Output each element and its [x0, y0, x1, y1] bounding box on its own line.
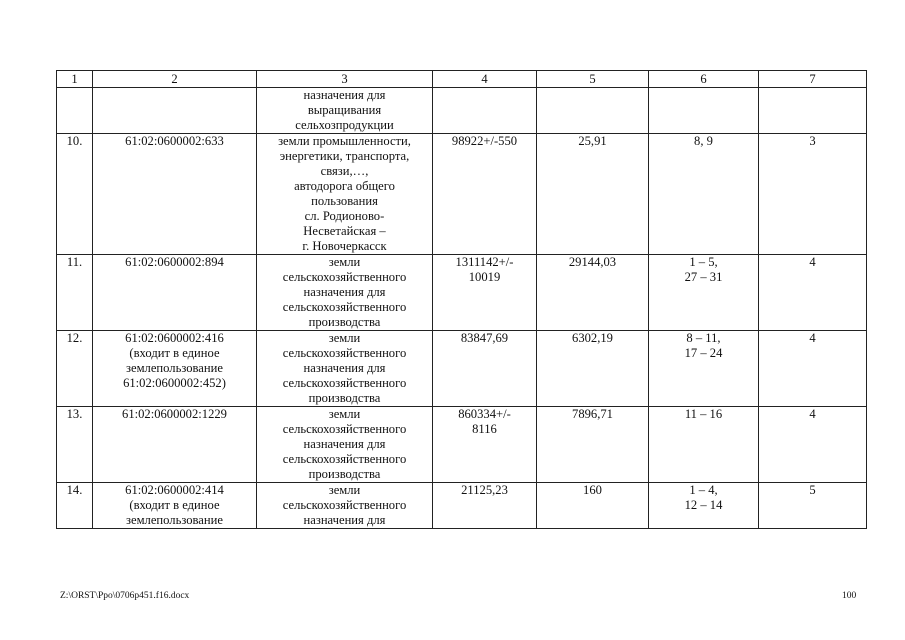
cell-text-line: 61:02:0600002:894: [125, 255, 224, 269]
row-number-cell: [57, 88, 93, 134]
column-7-cell: [759, 331, 867, 407]
points-cell: [649, 331, 759, 407]
cadastral-number-cell: [93, 483, 257, 529]
land-category-cell: [257, 407, 433, 483]
cell-text-line: 25,91: [578, 134, 607, 148]
header-cell-3: 3: [257, 71, 433, 88]
cell-text-line: 4: [809, 331, 816, 345]
cell-text-line: 83847,69: [460, 331, 509, 345]
header-cell-6: 6: [649, 71, 759, 88]
cadastral-number-cell: [93, 255, 257, 331]
cell-text-line: 61:02:0600002:414: [125, 483, 224, 497]
cell-text-line: 8 – 11,: [686, 331, 721, 345]
cell-text-line: 11.: [66, 255, 83, 269]
header-cell-4: 4: [433, 71, 537, 88]
cell-text-line: землепользование: [126, 361, 223, 375]
cell-text-line: производства: [308, 391, 381, 405]
cell-text-line: назначения для: [303, 88, 386, 102]
cell-text-line: 5: [809, 483, 816, 497]
length-cell: [537, 483, 649, 529]
cell-text-line: 98922+/-550: [451, 134, 518, 148]
cell-text-line: 4: [809, 407, 816, 421]
area-cell: [433, 331, 537, 407]
cell-text-line: 61:02:0600002:1229: [122, 407, 227, 421]
cell-text-line: 1311142+/-: [455, 255, 514, 269]
cell-text-line: сельскохозяйственного: [282, 422, 407, 436]
cell-text-line: земли: [328, 407, 361, 421]
column-7-cell: [759, 134, 867, 255]
cadastral-number-cell: [93, 88, 257, 134]
cell-text-line: назначения для: [303, 513, 386, 527]
length-cell: [537, 134, 649, 255]
row-number-cell: [57, 134, 93, 255]
header-cell-5: 5: [537, 71, 649, 88]
cell-text-line: автодорога общего: [294, 179, 395, 193]
cell-text-line: 11 – 16: [684, 407, 723, 421]
header-cell-1: 1: [57, 71, 93, 88]
cadastral-number-cell: [93, 134, 257, 255]
cell-text-line: сельхозпродукции: [295, 118, 394, 132]
cell-text-line: выращивания: [307, 103, 382, 117]
points-cell: [649, 407, 759, 483]
cell-text-line: земли: [328, 483, 361, 497]
cell-text-line: 7896,71: [572, 407, 613, 421]
land-category-cell: [257, 255, 433, 331]
cell-text-line: 14.: [66, 483, 83, 497]
cell-text-line: 12.: [66, 331, 83, 345]
points-cell: [649, 483, 759, 529]
header-cell-7: 7: [759, 71, 867, 88]
length-cell: [537, 407, 649, 483]
column-7-cell: [759, 88, 867, 134]
cell-text-line: 4: [809, 255, 816, 269]
table-row: [57, 134, 867, 255]
cell-text-line: сельскохозяйственного: [282, 300, 407, 314]
header-cell-2: 2: [93, 71, 257, 88]
land-category-cell: [257, 134, 433, 255]
cell-text-line: 160: [583, 483, 602, 497]
cell-text-line: 61:02:0600002:633: [125, 134, 224, 148]
points-cell: [649, 134, 759, 255]
cell-text-line: назначения для: [303, 361, 386, 375]
cell-text-line: 61:02:0600002:452): [123, 376, 226, 390]
cell-text-line: 10.: [66, 134, 83, 148]
cell-text-line: г. Новочеркасск: [302, 239, 387, 253]
cell-text-line: земли: [328, 255, 361, 269]
cadastral-number-cell: [93, 407, 257, 483]
cell-text-line: 1 – 4,: [689, 483, 718, 497]
points-cell: [649, 88, 759, 134]
cell-text-line: сельскохозяйственного: [282, 376, 407, 390]
cell-text-line: земли промышленности,: [278, 134, 411, 148]
area-cell: [433, 407, 537, 483]
length-cell: [537, 88, 649, 134]
cell-text-line: земли: [328, 331, 361, 345]
table-row: [57, 331, 867, 407]
cell-text-line: сл. Родионово-: [304, 209, 385, 223]
cell-text-line: 860334+/-: [458, 407, 511, 421]
table-row: [57, 407, 867, 483]
row-number-cell: [57, 407, 93, 483]
cell-text-line: 61:02:0600002:416: [125, 331, 224, 345]
column-7-cell: [759, 407, 867, 483]
cell-text-line: Несветайская –: [303, 224, 386, 238]
cell-text-line: 10019: [468, 270, 501, 284]
row-number-cell: [57, 483, 93, 529]
cell-text-line: производства: [308, 315, 381, 329]
length-cell: [537, 331, 649, 407]
area-cell: [433, 255, 537, 331]
land-category-cell: [257, 88, 433, 134]
cadastral-number-cell: [93, 331, 257, 407]
cell-text-line: 1 – 5,: [689, 255, 718, 269]
cell-text-line: 17 – 24: [684, 346, 723, 360]
cell-text-line: 12 – 14: [684, 498, 723, 512]
cell-text-line: назначения для: [303, 437, 386, 451]
footer-file-path: Z:\ORST\Ppo\0706p451.f16.docx: [60, 591, 190, 601]
cell-text-line: 21125,23: [461, 483, 508, 497]
cell-text-line: (входит в единое: [129, 498, 220, 512]
area-cell: [433, 88, 537, 134]
row-number-cell: [57, 255, 93, 331]
cell-text-line: (входит в единое: [129, 346, 220, 360]
header-row: [57, 71, 867, 88]
cell-text-line: 29144,03: [568, 255, 617, 269]
land-category-cell: [257, 483, 433, 529]
cell-text-line: 27 – 31: [684, 270, 723, 284]
length-cell: [537, 255, 649, 331]
footer-page-number: 100: [842, 591, 857, 601]
cell-text-line: 3: [809, 134, 816, 148]
column-7-cell: [759, 255, 867, 331]
land-category-cell: [257, 331, 433, 407]
cell-text-line: энергетики, транспорта,: [279, 149, 410, 163]
cell-text-line: 8, 9: [694, 134, 713, 148]
cell-text-line: производства: [308, 467, 381, 481]
cell-text-line: пользования: [311, 194, 378, 208]
column-7-cell: [759, 483, 867, 529]
cell-text-line: связи,…,: [320, 164, 369, 178]
points-cell: [649, 255, 759, 331]
cell-text-line: 8116: [472, 422, 497, 436]
cell-text-line: сельскохозяйственного: [282, 346, 407, 360]
cell-text-line: сельскохозяйственного: [282, 270, 407, 284]
table-row: [57, 88, 867, 134]
cell-text-line: назначения для: [303, 285, 386, 299]
cell-text-line: сельскохозяйственного: [282, 452, 407, 466]
cell-text-line: землепользование: [126, 513, 223, 527]
cell-text-line: 6302,19: [572, 331, 613, 345]
cell-text-line: сельскохозяйственного: [282, 498, 407, 512]
area-cell: [433, 134, 537, 255]
table-row: [57, 255, 867, 331]
cell-text-line: 13.: [66, 407, 83, 421]
row-number-cell: [57, 331, 93, 407]
table-row: [57, 483, 867, 529]
area-cell: [433, 483, 537, 529]
data-table: [56, 70, 867, 529]
